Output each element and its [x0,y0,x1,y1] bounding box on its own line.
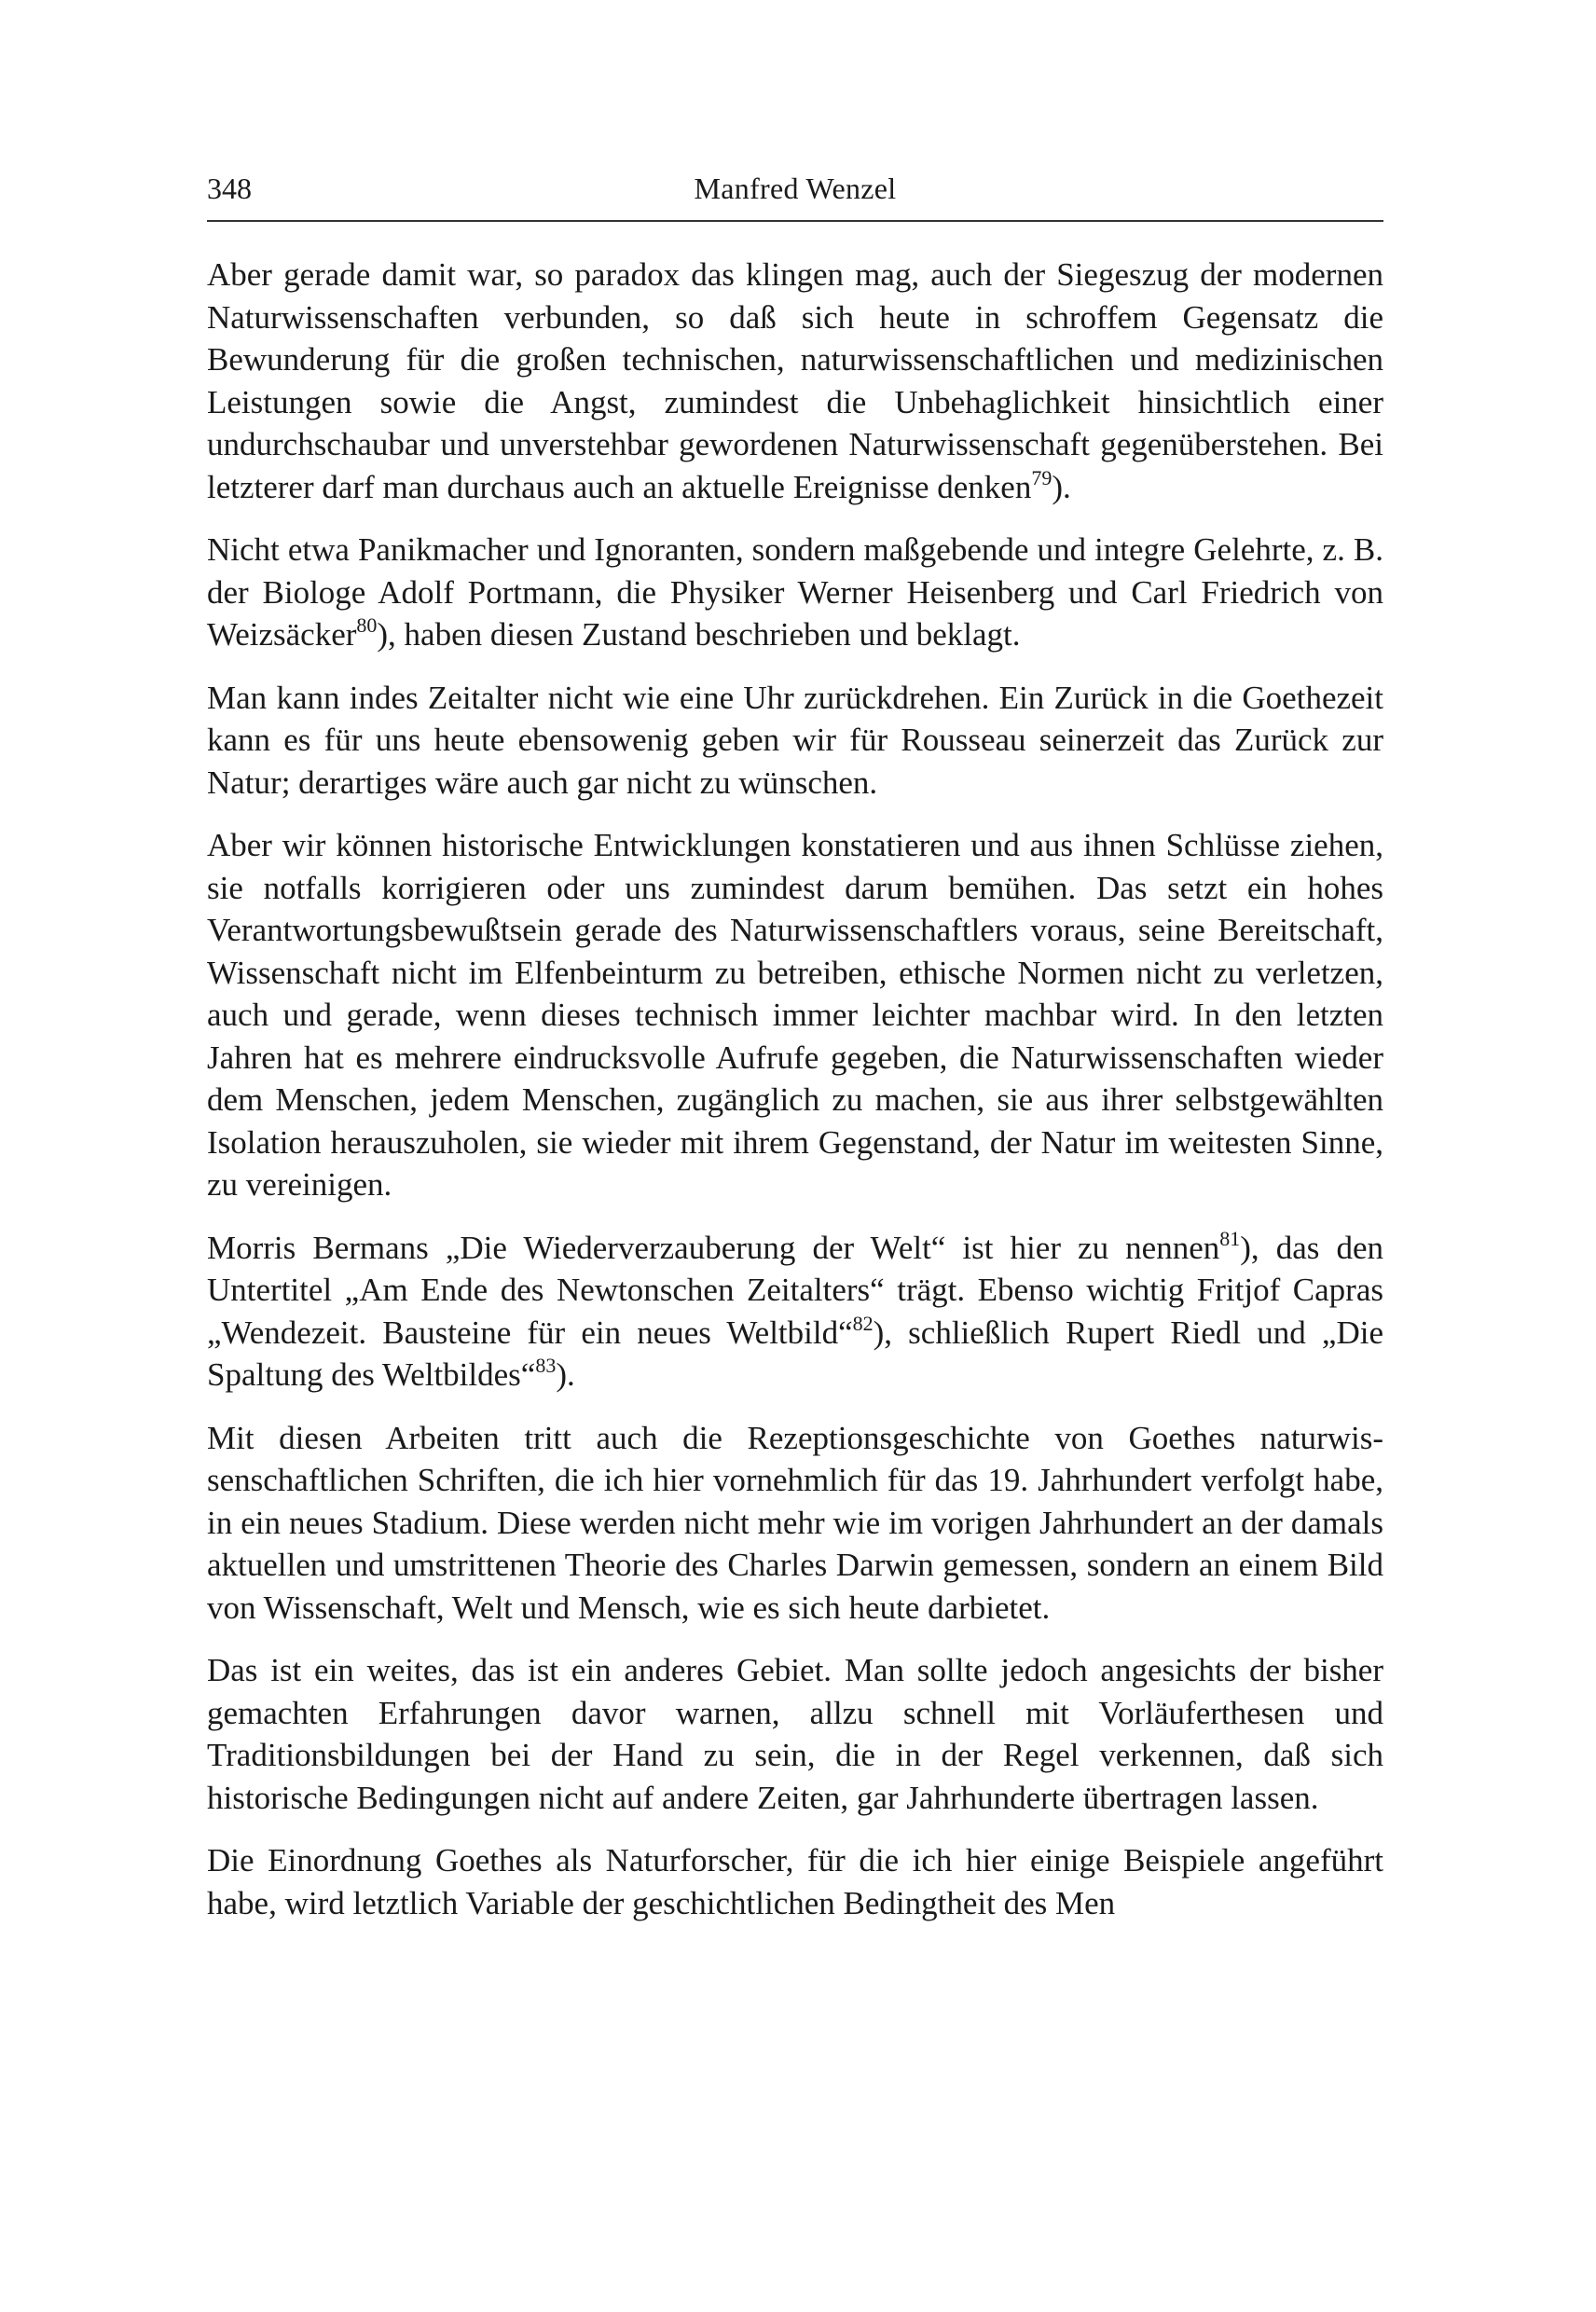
paragraph [207,1839,1383,1924]
text-run: Nicht etwa Panikmacher und Ignoranten, sondern maßgebende und integre Gelehrte, z. B. der Biologe Adolf Portmann, die Physiker Werner Heisenberg und Carl Friedrich von Weizsäcker [207,531,1383,653]
text-run: Das ist ein weites, das ist ein anderes Gebiet. Man sollte jedoch angesichts der bisher gemachten Erfahrungen davor warnen, allzu schnell mit Vorläuferthesen und Traditionsbildungen bei der Hand zu sein, die in der Regel verkennen, daß sich historische Bedingungen nicht auf andere Zeiten, gar Jahrhunderte übertragen lassen. [207,1652,1383,1816]
paragraph [207,529,1383,656]
text-run: Morris Bermans „Die Wiederverzauberung der Welt“ ist hier zu nennen [207,1229,1220,1266]
text-run: ), das den Untertitel „Am Ende des Newtonschen Zeitalters“ trägt. Ebenso wichtig Fritjof Capras „Wendezeit. Bausteine für ein neues Weltbild“ [207,1229,1383,1351]
footnote-ref: 80 [356,613,378,637]
body-text [207,254,1383,1945]
page-header [207,170,1383,216]
text-run: ). [1052,468,1071,505]
text-run: Man kann indes Zeitalter nicht wie eine Uhr zurückdrehen. Ein Zurück in die Goethezeit kann es für uns heute ebensowenig geben wir für Rousseau seinerzeit das Zurück zur Natur; derartiges wäre auch gar nicht zu wünschen. [207,679,1383,801]
text-run: ), schließlich Rupert Riedl und „Die Spaltung des Weltbildes“ [207,1314,1384,1393]
running-head: Manfred Wenzel [694,172,897,205]
text-run: ), haben diesen Zustand beschrieben und beklagt. [377,616,1021,653]
text-run: Mit diesen Arbeiten tritt auch die Rezeptionsgeschichte von Goethes naturwissenschaftlichen Schriften, die ich hier vornehmlich für das 19. Jahrhundert verfolgt habe, in ein neues Stadium. Diese werden nicht mehr wie im vorigen Jahrhundert an der damals aktuellen und umstrittenen Theorie des Charles Darwin gemessen, sondern an einem Bild von Wissenschaft, Welt und Mensch, wie es sich heute darbietet. [207,1419,1383,1626]
paragraph [207,1417,1383,1630]
paragraph [207,677,1383,805]
footnote-ref: 79 [1031,465,1053,489]
text-run: Aber gerade damit war, so paradox das klingen mag, auch der Siegeszug der modernen Naturwissenschaften verbunden, so daß sich heute in schroffem Gegensatz die Bewunderung für die großen technischen, naturwissenschaftlichen und medizinischen Leistungen sowie die Angst, zumindest die Unbehaglichkeit hinsichtlich einer undurchschaubar und unverstehbar gewordenen Naturwissenschaft gegenüberstehen. Bei letzterer darf man durchaus auch an aktuelle Ereignisse denken [207,256,1383,505]
footnote-ref: 82 [852,1311,874,1335]
text-run: Die Einordnung Goethes als Naturforscher, für die ich hier einige Beispiele angeführt habe, wird letztlich Variable der geschichtlichen Bedingtheit des Men [207,1842,1383,1921]
paragraph [207,1227,1383,1397]
header-rule [207,220,1383,222]
text-run: Aber wir können historische Entwicklungen konstatieren und aus ihnen Schlüsse ziehen, sie notfalls korrigieren oder uns zumindest darum bemühen. Das setzt ein hohes Verantwortungsbewußtsein gerade des Naturwissenschaftlers voraus, seine Bereitschaft, Wissenschaft nicht im Elfenbeinturm zu betreiben, ethische Normen nicht zu verletzen, auch und gerade, wenn dieses technisch immer leichter machbar wird. In den letzten Jahren hat es mehrere eindrucksvolle Aufrufe gegeben, die Naturwissenschaften wieder dem Menschen, jedem Menschen, zugänglich zu machen, sie aus ihrer selbstgewählten Isolation herauszuholen, sie wieder mit ihrem Gegenstand, der Natur im weitesten Sinne, zu vereinigen. [207,827,1383,1203]
text-run: ). [556,1356,575,1393]
paragraph [207,824,1383,1206]
page-number: 348 [207,172,252,205]
footnote-ref: 83 [535,1354,557,1377]
paragraph [207,1649,1383,1819]
footnote-ref: 81 [1219,1226,1241,1250]
paragraph [207,254,1383,508]
